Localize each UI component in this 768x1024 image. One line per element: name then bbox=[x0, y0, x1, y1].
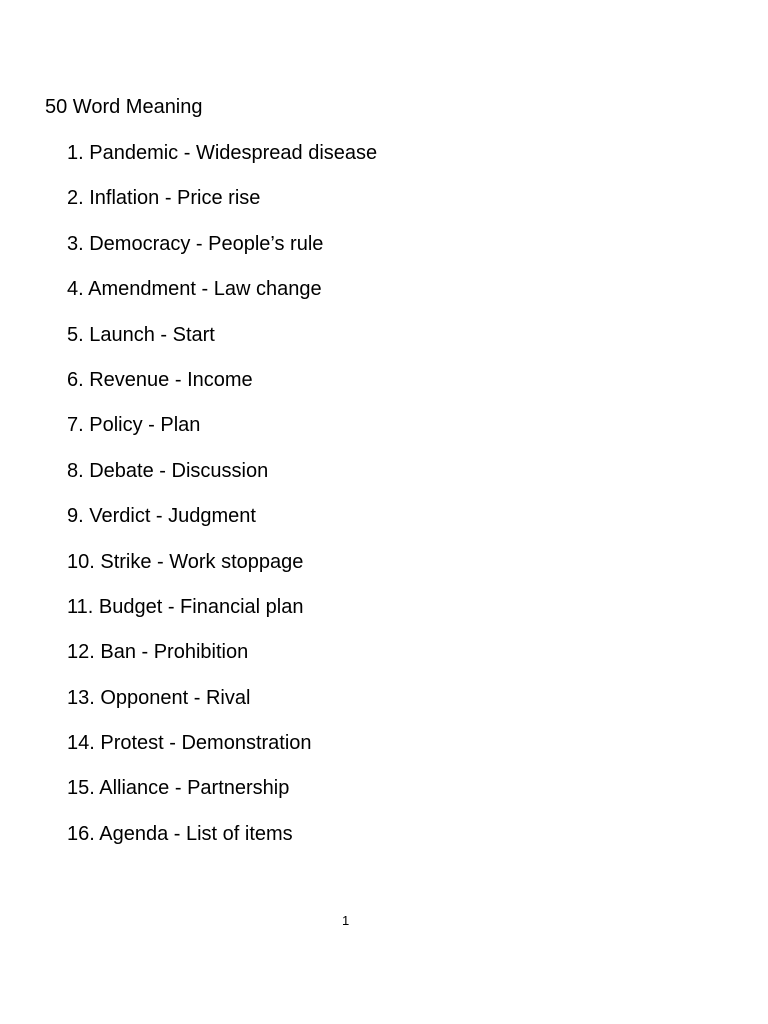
list-item: 9. Verdict - Judgment bbox=[67, 505, 256, 528]
list-item: 3. Democracy - People’s rule bbox=[67, 232, 324, 255]
list-item: 4. Amendment - Law change bbox=[67, 278, 322, 301]
page-number: 1 bbox=[342, 913, 350, 928]
document-title: 50 Word Meaning bbox=[45, 96, 203, 118]
list-item: 10. Strike - Work stoppage bbox=[67, 550, 304, 573]
list-item: 16. Agenda - List of items bbox=[67, 822, 293, 845]
word-meaning-list bbox=[67, 140, 377, 866]
list-item: 1. Pandemic - Widespread disease bbox=[67, 142, 378, 164]
list-item: 11. Budget - Financial plan bbox=[67, 595, 304, 618]
list-item: 13. Opponent - Rival bbox=[67, 686, 251, 709]
list-item: 8. Debate - Discussion bbox=[67, 459, 269, 482]
list-item: 6. Revenue - Income bbox=[67, 368, 253, 391]
list-item: 12. Ban - Prohibition bbox=[67, 641, 249, 664]
list-item: 2. Inflation - Price rise bbox=[67, 187, 261, 210]
list-item: 14. Protest - Demonstration bbox=[67, 732, 312, 755]
list-item: 7. Policy - Plan bbox=[67, 414, 201, 437]
list-item: 15. Alliance - Partnership bbox=[67, 777, 290, 800]
list-item: 5. Launch - Start bbox=[67, 323, 215, 346]
